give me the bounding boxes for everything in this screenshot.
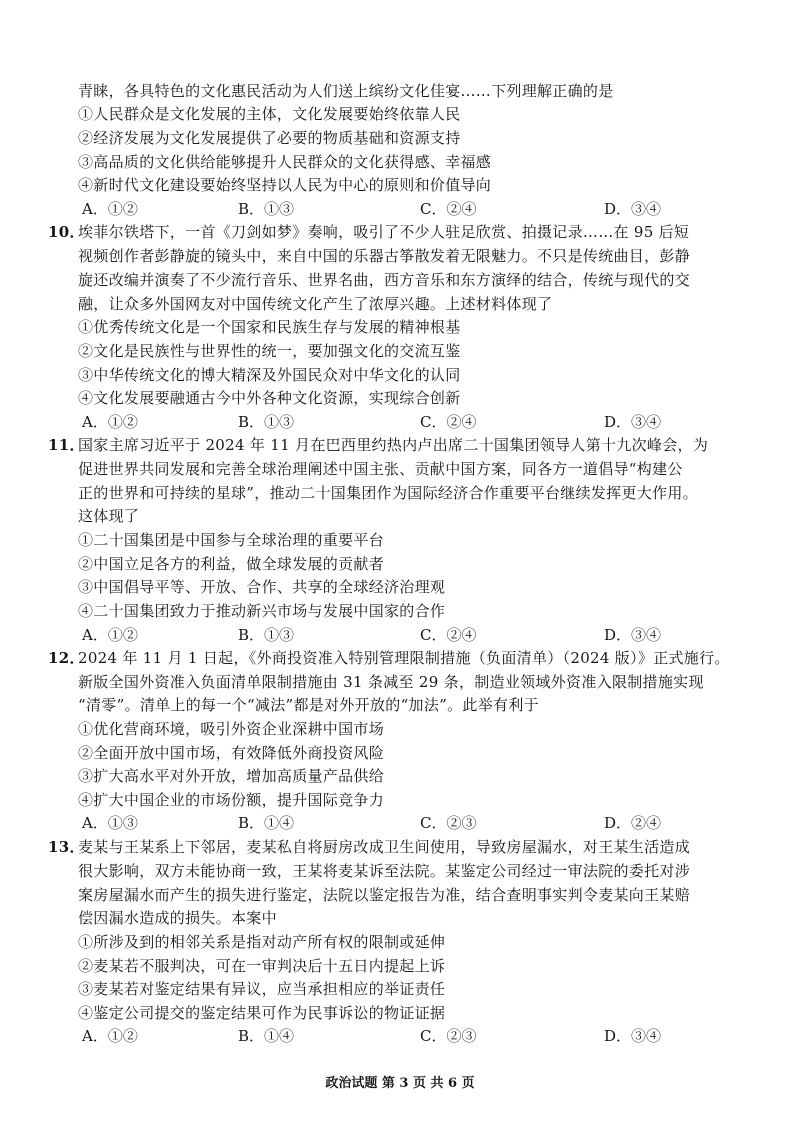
q10-option-d: D．③④ xyxy=(604,413,662,431)
q9-statement-2: ②经济发展为文化发展提供了必要的物质基础和资源支持 xyxy=(78,129,461,147)
q11-statement-3: ③中国倡导平等、开放、合作、共享的全球经济治理观 xyxy=(78,578,446,596)
q13-option-d: D．③④ xyxy=(604,1027,662,1045)
q10-option-a: A．①② xyxy=(82,413,138,431)
q11-option-b: B．①③ xyxy=(238,626,295,644)
q13-stem-1: 麦某与王某系上下邻居，麦某私自将厨房改成卫生间使用，导致房屋漏水，对王某生活造成 xyxy=(78,838,691,856)
q11-option-d: D．③④ xyxy=(604,626,662,644)
q10-statement-2: ②文化是民族性与世界性的统一，要加强文化的交流互鉴 xyxy=(78,342,461,360)
q10-option-b: B．①③ xyxy=(238,413,295,431)
q12-stem-3: “清零”。清单上的每一个“减法”都是对外开放的“加法”。此举有利于 xyxy=(78,696,539,714)
q12-option-c: C．②③ xyxy=(420,814,477,832)
q12-statement-3: ③扩大高水平对外开放，增加高质量产品供给 xyxy=(78,767,385,785)
q13-stem-3: 案房屋漏水而产生的损失进行鉴定，法院以鉴定报告为准，结合查明事实判令麦某向王某赔 xyxy=(78,886,691,904)
q9-option-a: A．①② xyxy=(82,200,138,218)
q13-stem-2: 很大影响，双方未能协商一致，王某将麦某诉至法院。某鉴定公司经过一审法院的委托对涉 xyxy=(78,862,691,880)
q12-stem-1: 2024 年 11 月 1 日起，《外商投资准入特别管理限制措施（负面清单）（2024 版）》正式施行。 xyxy=(78,649,730,667)
q13-option-a: A．①② xyxy=(82,1027,138,1045)
q9-option-b: B．①③ xyxy=(238,200,295,218)
q11-stem-4: 这体现了 xyxy=(78,507,140,525)
q11-statement-4: ④二十国集团致力于推动新兴市场与发展中国家的合作 xyxy=(78,602,446,620)
q10-stem-3: 旋还改编并演奏了不少流行音乐、世界名曲，西方音乐和东方演绎的结合，传统与现代的交 xyxy=(78,271,691,289)
q10-stem-2: 视频创作者彭静旋的镜头中，来自中国的乐器古筝散发着无限魅力。不只是传统曲目，彭静 xyxy=(78,247,691,265)
q12-option-d: D．②④ xyxy=(604,814,662,832)
q12-statement-4: ④扩大中国企业的市场份额，提升国际竞争力 xyxy=(78,791,385,809)
q12-statement-1: ①优化营商环境，吸引外资企业深耕中国市场 xyxy=(78,720,385,738)
q11-statement-1: ①二十国集团是中国参与全球治理的重要平台 xyxy=(78,531,385,549)
q9-option-c: C．②④ xyxy=(420,200,477,218)
q13-statement-4: ④鉴定公司提交的鉴定结果可作为民事诉讼的物证证据 xyxy=(78,1004,446,1022)
q10-statement-1: ①优秀传统文化是一个国家和民族生存与发展的精神根基 xyxy=(78,318,461,336)
q9-statement-1: ①人民群众是文化发展的主体，文化发展要始终依靠人民 xyxy=(78,105,461,123)
q13-number: 13． xyxy=(48,838,85,856)
page-footer: 政治试题 第 3 页 共 6 页 xyxy=(325,1076,475,1091)
q11-option-c: C．②④ xyxy=(420,626,477,644)
q10-statement-4: ④文化发展要融通古今中外各种文化资源，实现综合创新 xyxy=(78,389,461,407)
q11-number: 11． xyxy=(48,436,85,454)
q12-number: 12． xyxy=(48,649,85,667)
q10-stem-4: 融，让众多外国网友对中国传统文化产生了浓厚兴趣。上述材料体现了 xyxy=(78,295,553,313)
q13-stem-4: 偿因漏水造成的损失。本案中 xyxy=(78,909,277,927)
q13-statement-1: ①所涉及到的相邻关系是指对动产所有权的限制或延伸 xyxy=(78,933,446,951)
q11-stem-1: 国家主席习近平于 2024 年 11 月在巴西里约热内卢出席二十国集团领导人第十九次峰会，为 xyxy=(78,436,709,454)
q13-option-b: B．①④ xyxy=(238,1027,295,1045)
q13-option-c: C．②③ xyxy=(420,1027,477,1045)
q11-statement-2: ②中国立足各方的利益，做全球发展的贡献者 xyxy=(78,555,385,573)
q12-option-b: B．①④ xyxy=(238,814,295,832)
q10-number: 10． xyxy=(48,223,85,241)
q13-statement-2: ②麦某若不服判决，可在一审判决后十五日内提起上诉 xyxy=(78,957,446,975)
q9-stem-line: 青睐，各具特色的文化惠民活动为人们送上缤纷文化佳宴……下列理解正确的是 xyxy=(78,82,614,100)
q11-stem-2: 促进世界共同发展和完善全球治理阐述中国主张、贡献中国方案，同各方一道倡导“构建公 xyxy=(78,460,683,478)
q11-stem-3: 正的世界和可持续的星球”，推动二十国集团作为国际经济合作重要平台继续发挥更大作用。 xyxy=(78,484,698,502)
q13-statement-3: ③麦某若对鉴定结果有异议，应当承担相应的举证责任 xyxy=(78,980,446,998)
q12-stem-2: 新版全国外资准入负面清单限制措施由 31 条减至 29 条，制造业领域外资准入限制措施实现 xyxy=(78,673,704,691)
q12-statement-2: ②全面开放中国市场，有效降低外商投资风险 xyxy=(78,744,385,762)
q12-option-a: A．①③ xyxy=(82,814,138,832)
q10-option-c: C．②④ xyxy=(420,413,477,431)
q9-statement-4: ④新时代文化建设要始终坚持以人民为中心的原则和价值导向 xyxy=(78,176,492,194)
q9-statement-3: ③高品质的文化供给能够提升人民群众的文化获得感、幸福感 xyxy=(78,153,492,171)
q11-option-a: A．①② xyxy=(82,626,138,644)
q10-statement-3: ③中华传统文化的博大精深及外国民众对中华文化的认同 xyxy=(78,366,461,384)
q10-stem-1: 埃菲尔铁塔下，一首《刀剑如梦》奏响，吸引了不少人驻足欣赏、拍摄记录……在 95 后短 xyxy=(78,223,690,241)
q9-option-d: D．③④ xyxy=(604,200,662,218)
